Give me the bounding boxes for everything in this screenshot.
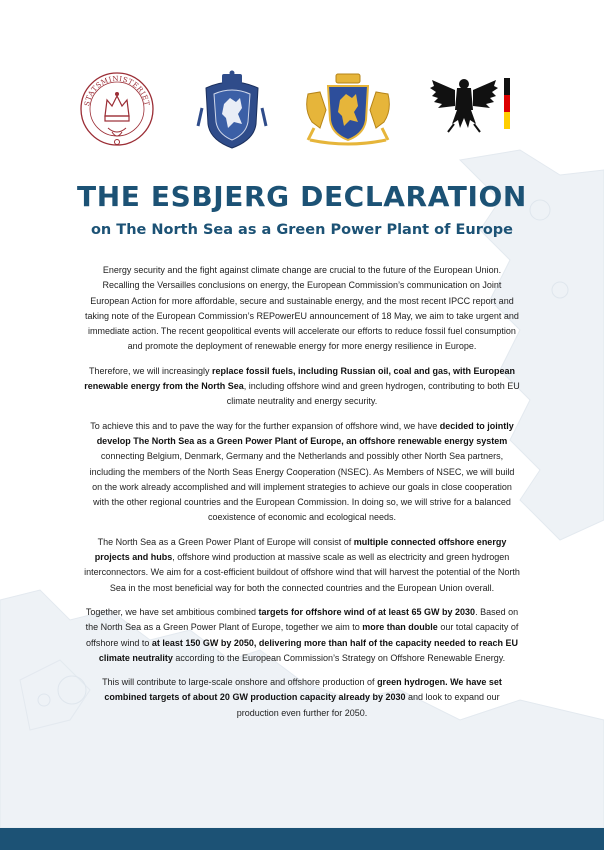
paragraph-2-text-a: Therefore, we will increasingly bbox=[88, 365, 212, 376]
paragraph-6-bold-a: green hydrogen. We have set combined targets of about 20 GW production capacity already by 2030 bbox=[104, 677, 502, 703]
paragraph-5-bold-c: at least 150 GW by 2050, delivering more than half of the capacity needed to reach EU climate neutrality bbox=[98, 637, 518, 663]
paragraph-5-bold-b: more than double bbox=[362, 622, 438, 633]
paragraph-5-text-b: . Based on the North Sea as a Green Power Plant of Europe, together we aim to bbox=[85, 606, 519, 633]
paragraph-4 bbox=[84, 535, 520, 596]
paragraph-4-text-a: The North Sea as a Green Power Plant of Europe will consist of bbox=[97, 536, 354, 547]
belgium-coat-of-arms-icon bbox=[196, 68, 268, 152]
paragraph-2 bbox=[84, 364, 520, 410]
paragraph-4-text-b: , offshore wind production at massive scale as well as electricity and green hydrogen interconnectors. We aim for a cost-efficient buildout of offshore wind that will harvest the potential of the North Sea in the most beneficial way for both the connected countries and the European Union overall. bbox=[84, 552, 520, 593]
paragraph-1 bbox=[84, 263, 520, 355]
paragraph-6-text-a: This will contribute to large-scale onshore and offshore production of bbox=[102, 677, 378, 688]
statsministeriet-seal-icon bbox=[74, 66, 160, 152]
paragraph-3-text-b: connecting Belgium, Denmark, Germany and the Netherlands and possibly other North Sea partners, including the members of the North Seas Energy Cooperation (NSEC). As Members of NSEC, we will build on the work already accomplished and will implement strategies to achieve our goals in close cooperation with the other regional countries and the European Commission. In doing so, we will strive for a balanced coexistence of economic and ecological needs. bbox=[89, 451, 515, 523]
germany-eagle-flag-icon bbox=[430, 74, 516, 140]
document-title: THE ESBJERG DECLARATION bbox=[77, 180, 527, 213]
paragraph-1-text: Energy security and the fight against climate change are crucial to the future of the European Union. Recalling the Versailles conclusions on energy, the European Commission’s communication on Joint European Action for more affordable, secure and sustainable energy, and the most recent IPCC report and taking note of the European Commission’s REPowerEU announcement of 18 May, we aim to take urgent and immediate action. The recent geopolitical events will accelerate our efforts to reduce fossil fuel consumption and promote the deployment of renewable energy for more energy resilience in Europe. bbox=[85, 265, 519, 352]
seal-text: STATSMINISTERIET bbox=[83, 74, 151, 107]
paragraph-3 bbox=[84, 419, 520, 526]
paragraph-5 bbox=[84, 605, 520, 666]
paragraph-3-text-a: To achieve this and to pave the way for the further expansion of offshore wind, we have bbox=[90, 420, 440, 431]
logo-row bbox=[0, 64, 604, 154]
paragraph-3-bold-a: decided to jointly develop The North Sea as a Green Power Plant of Europe, an offshore renewable energy system bbox=[96, 420, 514, 446]
paragraph-2-bold-a: replace fossil fuels, including Russian oil, coal and gas, with European renewable energy from the North Sea bbox=[84, 365, 516, 392]
svg-text:STATSMINISTERIET bbox=[83, 75, 151, 107]
netherlands-coat-of-arms-icon bbox=[300, 70, 396, 148]
paragraph-5-text-a: Together, we have set ambitious combined bbox=[85, 606, 259, 617]
paragraph-5-text-d: according to the European Commission’s Strategy on Offshore Renewable Energy. bbox=[172, 652, 506, 663]
paragraph-2-text-b: , including offshore wind and green hydrogen, contributing to both EU climate neutrality and energy security. bbox=[226, 381, 520, 407]
paragraph-4-bold-a: multiple connected offshore energy projects and hubs bbox=[94, 536, 507, 563]
footer-bar bbox=[0, 828, 604, 850]
declaration-body bbox=[84, 263, 520, 730]
paragraph-6-text-b: and look to expand our production even further for 2050. bbox=[236, 692, 500, 718]
paragraph-5-bold-a: targets for offshore wind of at least 65 GW by 2030 bbox=[258, 606, 476, 617]
document-subtitle: on The North Sea as a Green Power Plant of Europe bbox=[90, 222, 514, 238]
paragraph-5-text-c: our total capacity of offshore wind to bbox=[86, 622, 519, 648]
paragraph-6 bbox=[84, 675, 520, 721]
